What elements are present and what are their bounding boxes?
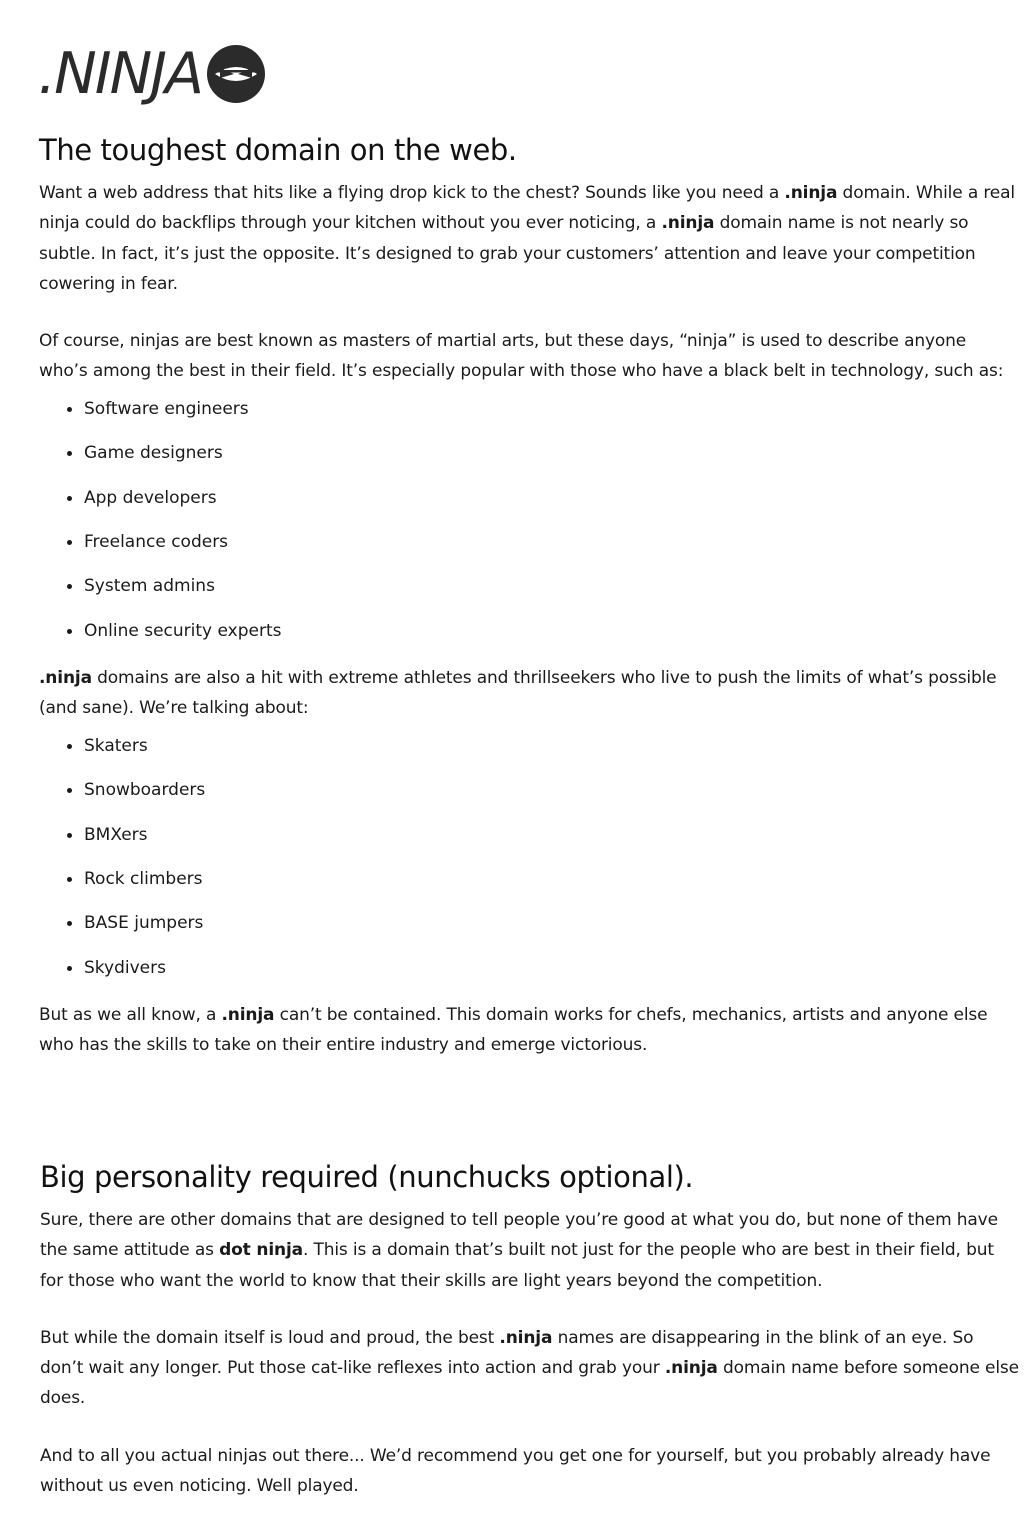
- athlete-list: [39, 734, 1019, 980]
- list-item: • BASE jumpers: [84, 911, 1019, 935]
- list-item: • Rock climbers: [84, 867, 1019, 891]
- list-item: • Skydivers: [84, 956, 1019, 980]
- list-item: • Software engineers: [84, 397, 1019, 421]
- grab-domain-paragraph: But while the domain itself is loud and proud, the best .ninja names are disappearing in the blink of an eye. So don’t wait any longer. Put those cat-like reflexes into action and grab your .ninja domain name before someone else does.: [40, 1327, 1019, 1409]
- list-item: • Freelance coders: [84, 530, 1019, 554]
- list-item: • Game designers: [84, 441, 1019, 465]
- ninja-logo: [38, 40, 266, 108]
- ninja-mask-icon: [206, 44, 266, 104]
- list-item: • System admins: [84, 574, 1019, 598]
- contained-paragraph: But as we all know, a .ninja can’t be contained. This domain works for chefs, mechanics, artists and anyone else who has the skills to take on their entire industry and emerge victorious.: [39, 1005, 988, 1056]
- list-item: • Snowboarders: [84, 778, 1019, 802]
- section-big-personality: [40, 1157, 1020, 1528]
- list-item: • Online security experts: [84, 619, 1019, 643]
- logo-text: .NINJA: [38, 41, 203, 107]
- attitude-paragraph: Sure, there are other domains that are designed to tell people you’re good at what you do, but none of them have the same attitude as dot ninja. This is a domain that’s built not just for the people who are best in their field, but for those who want the world to know that their skills are light years beyond the competition.: [40, 1210, 998, 1291]
- list-item: • Skaters: [84, 734, 1019, 758]
- section-heading: The toughest domain on the web.: [39, 133, 517, 167]
- list-item: • BMXers: [84, 823, 1019, 847]
- tech-paragraph: Of course, ninjas are best known as masters of martial arts, but these days, “ninja” is used to describe anyone who’s among the best in their field. It’s especially popular with those who have a black belt in technology, such as:: [39, 331, 1004, 382]
- tech-list: [39, 397, 1019, 643]
- section-heading: Big personality required (nunchucks optional).: [40, 1160, 694, 1194]
- intro-paragraph: Want a web address that hits like a flying drop kick to the chest? Sounds like you need a .ninja domain. While a real ninja could do backflips through your kitchen without you ever noticing, a .ninja domain name is not nearly so subtle. In fact, it’s just the opposite. It’s designed to grab your customers’ attention and leave your competition cowering in fear.: [39, 183, 1015, 294]
- athletes-paragraph: .ninja domains are also a hit with extreme athletes and thrillseekers who live to push the limits of what’s possible (and sane). We’re talking about:: [39, 668, 997, 719]
- section-toughest-domain: [39, 130, 1019, 1088]
- list-item: • App developers: [84, 486, 1019, 510]
- closing-paragraph: And to all you actual ninjas out there... We’d recommend you get one for yourself, but you probably already have without us even noticing. Well played.: [40, 1445, 991, 1497]
